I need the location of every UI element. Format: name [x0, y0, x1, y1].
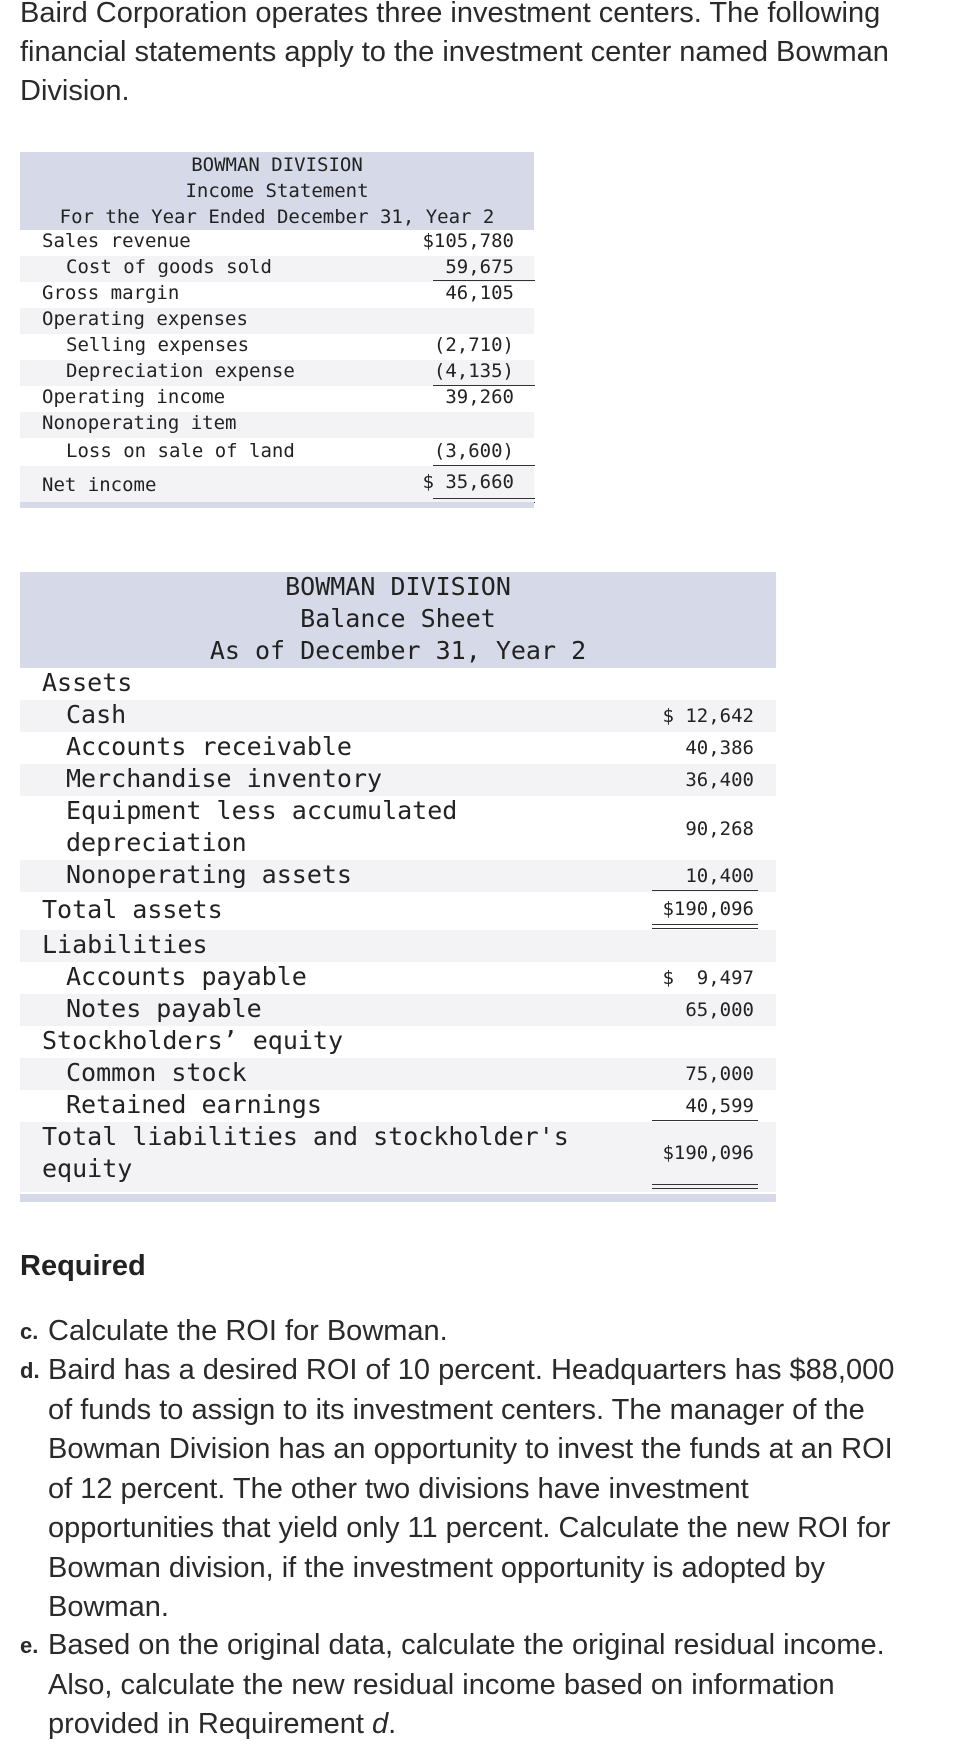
intro-paragraph: Baird Corporation operates three investment centers. The following financial statements apply to the investment center named Bowman Division. — [20, 0, 889, 107]
row-loss-on-sale-of-land: Loss on sale of land (3,600) — [66, 440, 514, 462]
requirement-c-text: Calculate the ROI for Bowman. — [48, 1315, 448, 1347]
row-nonoperating-item: Nonoperating item — [20, 412, 534, 438]
row-selling-expenses: Selling expenses (2,710) — [66, 334, 514, 356]
row-stockholders-equity: Stockholders’ equity — [42, 1026, 344, 1055]
row-accounts-payable: Accounts payable $ 9,497 — [66, 962, 754, 991]
total-assets-double-underline — [652, 924, 758, 929]
requirement-c-letter: c. — [20, 1319, 39, 1344]
row-operating-income: Operating income 39,260 — [42, 386, 514, 408]
balance-sheet-footer-bar — [20, 1194, 776, 1202]
requirement-c — [20, 1312, 920, 1352]
balance-title-date: As of December 31, Year 2 — [209, 636, 587, 665]
row-net-income: Net income $ 35,660 — [20, 466, 534, 502]
row-equipment: Equipment less accumulated depreciation 90,268 — [66, 796, 754, 857]
row-total-liabilities-equity: Total liabilities and stockholder's equity $190,096 — [20, 1122, 776, 1192]
row-common-stock: Common stock 75,000 — [20, 1058, 776, 1090]
income-statement-footer-bar — [20, 502, 534, 508]
income-title-period: For the Year Ended December 31, Year 2 — [59, 206, 495, 228]
balance-sheet-header — [20, 572, 776, 668]
row-total-assets: Total assets $190,096 — [42, 895, 754, 924]
balance-sheet — [20, 572, 776, 1202]
cogs-underline — [433, 280, 535, 281]
row-retained-earnings: Retained earnings 40,599 — [66, 1090, 754, 1119]
retained-earnings-underline — [652, 1120, 758, 1121]
row-cogs: Cost of goods sold 59,675 — [20, 256, 534, 282]
required-heading: Required — [20, 1250, 146, 1282]
requirement-d — [20, 1351, 920, 1631]
income-title-statement: Income Statement — [185, 180, 369, 202]
row-gross-margin: Gross margin 46,105 — [42, 282, 514, 304]
requirement-d-text: Baird has a desired ROI of 10 percent. Headquarters has $88,000 of funds to assign to its investment centers. The manager of the Bowman Division has an opportunity to invest the funds at an ROI of 12 percent. The other two divisions have investment opportunities that yield only 11 percent. Calculate the new ROI for Bowman division, if the investment opportunity is adopted by Bowman. — [48, 1354, 895, 1623]
requirement-e — [20, 1626, 920, 1746]
requirement-d-reference: d — [372, 1708, 389, 1740]
total-le-double-underline — [652, 1184, 758, 1189]
requirement-d-letter: d. — [20, 1358, 40, 1383]
requirement-e-text: Based on the original data, calculate the original residual income. Also, calculate the new residual income based on information provided in Requirement d. — [48, 1629, 885, 1740]
row-sales-revenue: Sales revenue $105,780 — [42, 230, 514, 252]
requirement-e-letter: e. — [20, 1633, 39, 1658]
row-notes-payable: Notes payable 65,000 — [20, 994, 776, 1026]
row-liabilities: Liabilities — [20, 930, 776, 962]
balance-title-division: BOWMAN DIVISION — [285, 572, 511, 601]
row-operating-expenses: Operating expenses — [20, 308, 534, 334]
row-nonoperating-assets: Nonoperating assets 10,400 — [20, 860, 776, 892]
income-statement-header — [20, 152, 534, 230]
balance-title-statement: Balance Sheet — [300, 604, 496, 633]
income-title-division: BOWMAN DIVISION — [191, 154, 363, 176]
row-assets: Assets — [42, 668, 133, 697]
row-accounts-receivable: Accounts receivable 40,386 — [66, 732, 754, 761]
row-cash: Cash $ 12,642 — [20, 700, 776, 732]
nonoperating-assets-underline — [652, 890, 758, 891]
income-statement — [20, 152, 534, 508]
row-merchandise-inventory: Merchandise inventory 36,400 — [20, 764, 776, 796]
row-depreciation-expense: Depreciation expense (4,135) — [20, 360, 534, 386]
